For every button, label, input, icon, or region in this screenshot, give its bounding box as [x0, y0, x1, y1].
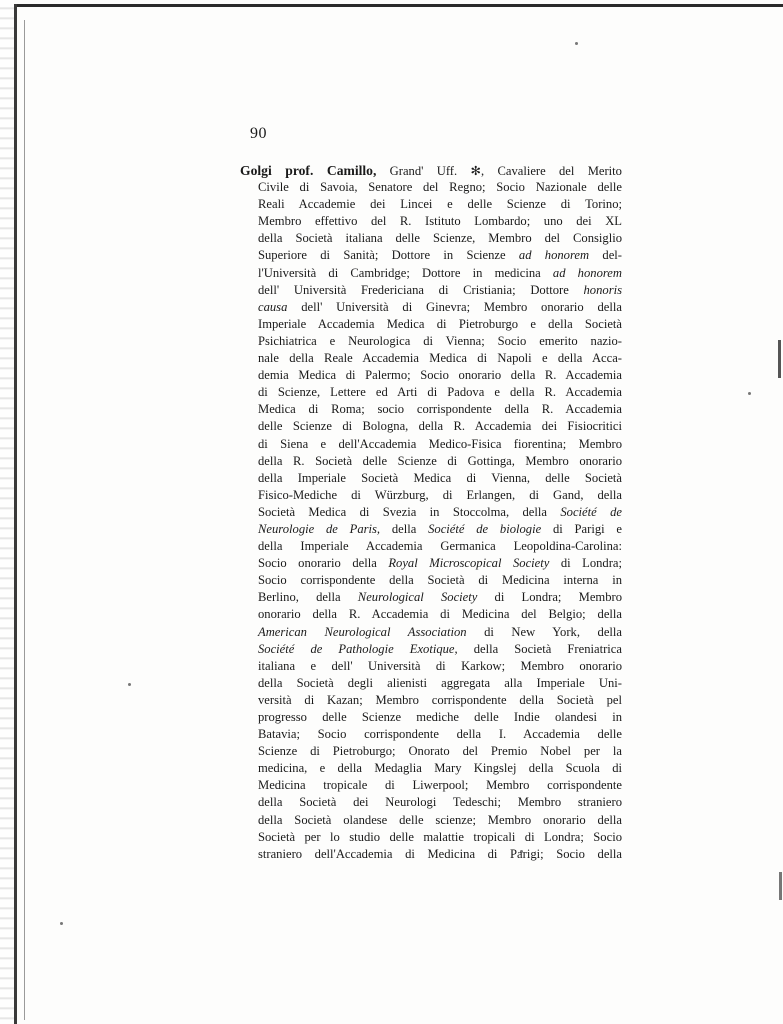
entry-text: di Scienze, Lettere ed Arti di Padova e della R. Accademia	[258, 385, 622, 400]
scan-speck	[128, 683, 131, 686]
entry-line	[240, 572, 622, 589]
entry-text: Imperiale Accademia Medica di Pietroburgo e della Società	[258, 316, 622, 331]
entry-text: della R. Società delle Scienze di Gottinga, Membro onorario	[258, 453, 622, 468]
entry-line	[240, 658, 622, 675]
italic-title: causa	[258, 299, 288, 314]
entry-text: Socio corrispondente della Società di Medicina interna in	[258, 573, 622, 588]
entry-line	[240, 162, 622, 179]
entry-name: Golgi prof. Camillo,	[240, 163, 377, 178]
entry-line	[240, 179, 622, 196]
biographical-entry	[240, 162, 622, 863]
entry-line	[240, 675, 622, 692]
italic-title: honoris	[583, 282, 622, 297]
entry-text: Società per lo studio delle malattie tropicali di Londra; Socio	[258, 829, 622, 844]
entry-line	[240, 436, 622, 453]
entry-text: straniero dell'Accademia di Medicina di Parigi; Socio della	[258, 846, 622, 861]
entry-line	[240, 470, 622, 487]
entry-text: onorario della R. Accademia di Medicina del Belgio; della	[258, 607, 622, 622]
entry-text: versità di Kazan; Membro corrispondente della Società pel	[258, 692, 622, 707]
entry-line	[240, 282, 622, 299]
entry-line	[240, 777, 622, 794]
entry-text: Batavia; Socio corrispondente della I. Accademia delle	[258, 727, 622, 742]
entry-text: della	[380, 521, 429, 536]
entry-text: italiana e dell' Università di Karkow; Membro onorario	[258, 658, 622, 673]
entry-text: l'Università di Cambridge; Dottore in medicina	[258, 265, 553, 280]
entry-line	[240, 589, 622, 606]
entry-text: di Siena e dell'Accademia Medico-Fisica fiorentina; Membro	[258, 436, 622, 451]
entry-line	[240, 709, 622, 726]
scan-left-border	[14, 4, 17, 1024]
entry-line	[240, 624, 622, 641]
entry-text: progresso delle Scienze mediche delle Indie olandesi in	[258, 710, 622, 724]
entry-text: Berlino, della	[258, 590, 358, 605]
page-number: 90	[250, 125, 267, 142]
italic-title: Neurological Society	[357, 590, 478, 605]
entry-line	[240, 846, 622, 863]
entry-line	[240, 265, 622, 282]
entry-text: di Parigi e	[541, 521, 622, 536]
entry-line	[240, 350, 622, 367]
entry-line	[240, 760, 622, 777]
scan-right-mark	[778, 340, 781, 378]
entry-text: della Società olandese delle scienze; Membro onorario della	[258, 812, 622, 827]
entry-line	[240, 384, 622, 401]
entry-line	[240, 504, 622, 521]
italic-title: Société de	[560, 504, 622, 519]
entry-line	[240, 367, 622, 384]
entry-line	[240, 453, 622, 470]
entry-text: Fisico-Mediche di Würzburg, di Erlangen, di Gand, della	[258, 487, 622, 502]
entry-line	[240, 230, 622, 247]
scan-speck	[748, 392, 751, 395]
scan-top-border	[14, 4, 783, 7]
italic-title: American Neurological Association	[258, 624, 467, 639]
entry-line	[240, 299, 622, 316]
italic-title: Société de biologie	[428, 521, 542, 536]
entry-text: Psichiatrica e Neurologica di Vienna; Socio emerito nazio-	[258, 333, 622, 348]
entry-text: Socio onorario della	[258, 556, 389, 571]
entry-text: della Società Freniatrica	[457, 641, 622, 656]
entry-line	[240, 401, 622, 418]
entry-text: di New York, della	[466, 624, 622, 639]
entry-text: Reali Accademie dei Lincei e delle Scienze di Torino;	[258, 197, 622, 212]
entry-line	[240, 794, 622, 811]
entry-text: Membro effettivo del R. Istituto Lombardo; uno dei XL	[258, 214, 622, 229]
entry-text: della Società dei Neurologi Tedeschi; Membro straniero	[258, 795, 622, 810]
entry-text: delle Scienze di Bologna, della R. Accademia dei Fisiocritici	[258, 419, 622, 434]
entry-line	[240, 521, 622, 538]
entry-line	[240, 641, 622, 658]
scan-right-mark-lower	[779, 872, 782, 900]
italic-title: Neurologie de Paris,	[258, 521, 381, 536]
entry-line	[240, 247, 622, 264]
entry-line	[240, 213, 622, 230]
entry-text: del-	[589, 248, 622, 263]
entry-text: dell' Università di Ginevra; Membro onorario della	[287, 299, 622, 314]
entry-line	[240, 726, 622, 743]
entry-line	[240, 812, 622, 829]
entry-text: della Società italiana delle Scienze, Membro del Consiglio	[258, 231, 622, 246]
entry-text: della Società degli alienisti aggregata alla Imperiale Uni-	[258, 675, 622, 690]
entry-text: Medicina tropicale di Liwerpool; Membro corrispondente	[258, 778, 622, 793]
italic-title: ad honorem	[552, 265, 622, 280]
entry-text: Società Medica di Svezia in Stoccolma, della	[258, 504, 561, 519]
italic-title: Royal Microscopical Society	[388, 556, 550, 571]
entry-text: medicina, e della Medaglia Mary Kingslej della Scuola di	[258, 761, 622, 776]
italic-title: ad honorem	[518, 248, 590, 263]
scan-left-inner-line	[24, 20, 25, 1020]
entry-text: Superiore di Sanità; Dottore in Scienze	[258, 248, 519, 263]
entry-line	[240, 487, 622, 504]
entry-line	[240, 333, 622, 350]
entry-text: Scienze di Pietroburgo; Onorato del Premio Nobel per la	[258, 744, 622, 759]
entry-line	[240, 692, 622, 709]
entry-line	[240, 538, 622, 555]
entry-line	[240, 196, 622, 213]
scan-speck	[575, 42, 578, 45]
entry-text: demia Medica di Palermo; Socio onorario della R. Accademia	[258, 368, 622, 383]
entry-line	[240, 743, 622, 760]
scan-edge-noise	[0, 0, 14, 1024]
scan-speck	[60, 922, 63, 925]
entry-text: Civile di Savoia, Senatore del Regno; Socio Nazionale delle	[258, 180, 622, 195]
italic-title: Société de Pathologie Exotique,	[258, 641, 458, 656]
entry-text: di Londra; Membro	[477, 590, 622, 605]
entry-line	[240, 606, 622, 623]
entry-text: dell' Università Fredericiana di Cristiania; Dottore	[258, 282, 584, 297]
entry-text: Medica di Roma; socio corrispondente della R. Accademia	[258, 402, 622, 417]
entry-line	[240, 418, 622, 435]
entry-text: nale della Reale Accademia Medica di Napoli e della Acca-	[258, 351, 622, 366]
entry-text: della Imperiale Accademia Germanica Leopoldina-Carolina:	[258, 539, 622, 554]
entry-text: della Imperiale Società Medica di Vienna, delle Società	[258, 470, 622, 485]
entry-text: di Londra;	[549, 556, 622, 571]
entry-line	[240, 555, 622, 572]
entry-text: Grand' Uff. ✻, Cavaliere del Merito	[376, 164, 622, 178]
entry-line	[240, 316, 622, 333]
entry-line	[240, 829, 622, 846]
